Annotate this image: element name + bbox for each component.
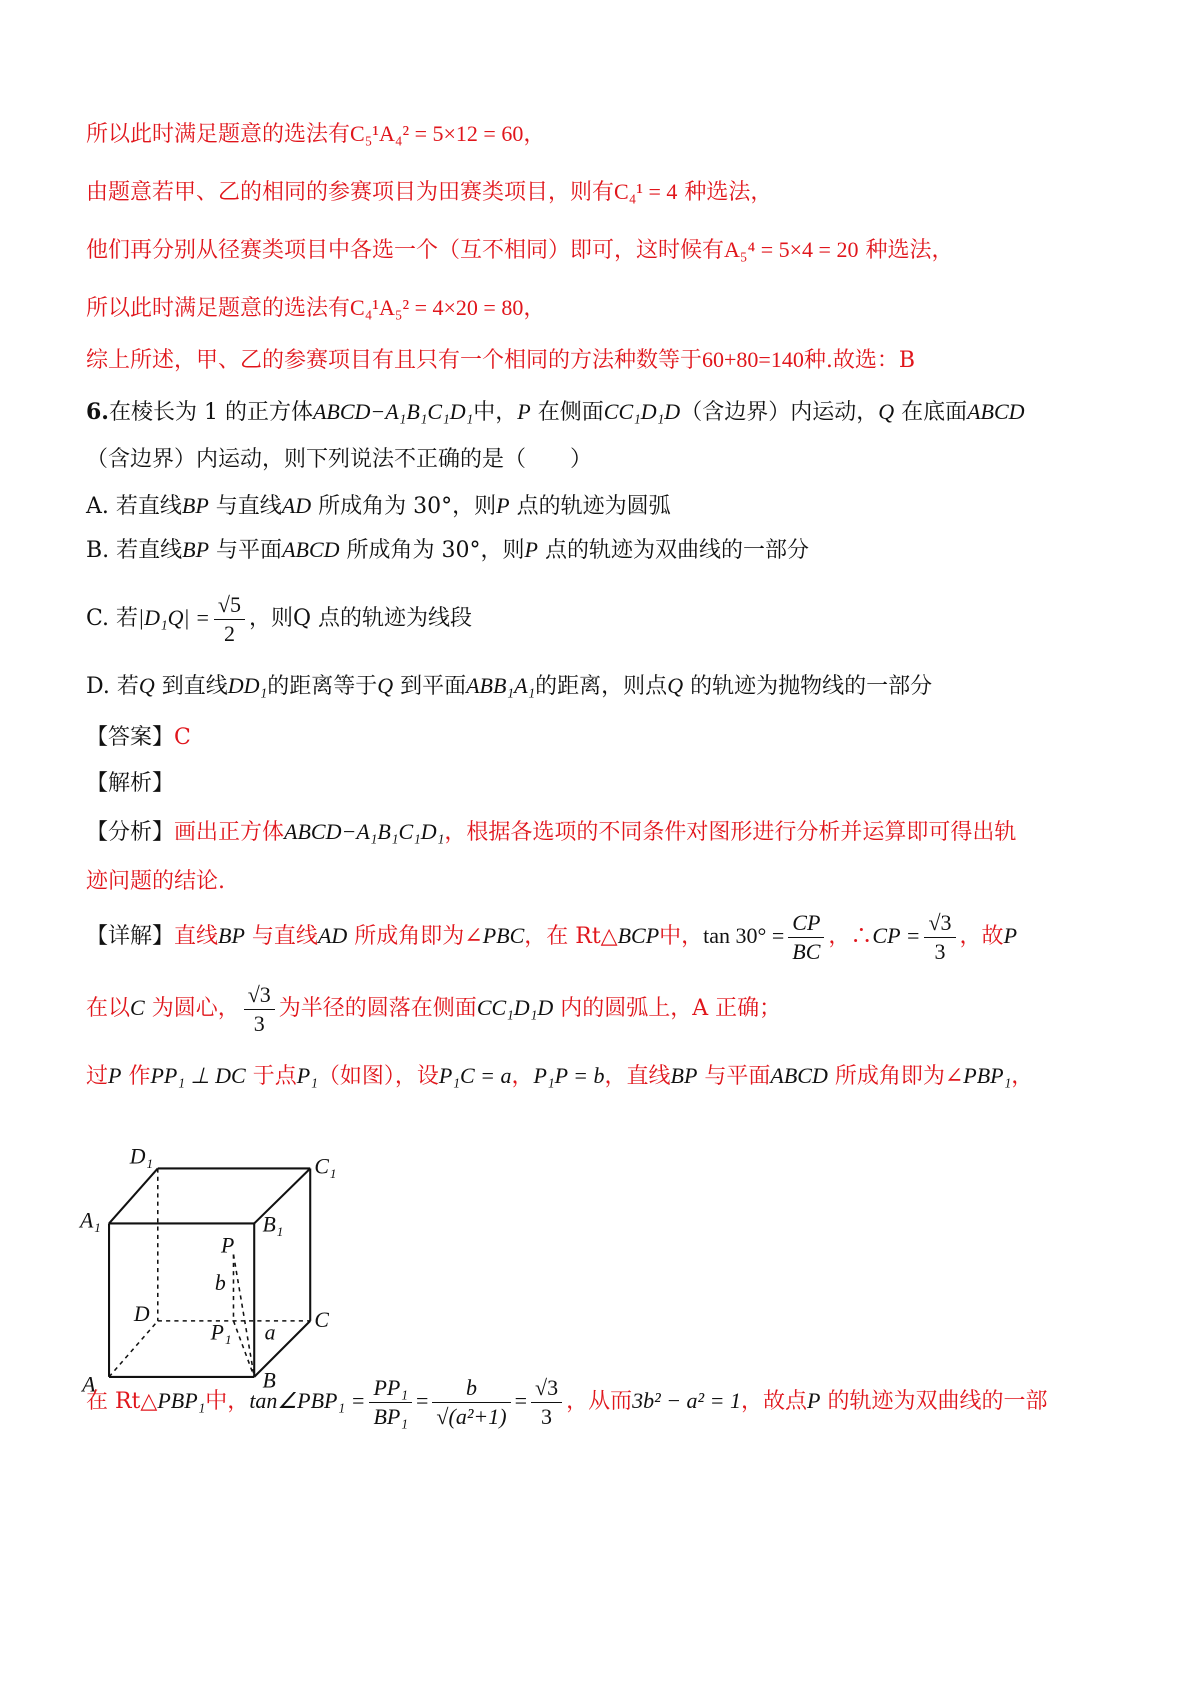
text: ，从而 bbox=[566, 1389, 633, 1414]
formula: C₅¹A₄² = 5×12 = 60 bbox=[350, 121, 524, 146]
text: 他们再分别从径赛类项目中各选一个（互不相同）即可，这时候有 bbox=[86, 238, 725, 263]
var: BP bbox=[218, 923, 245, 948]
text: 迹问题的结论. bbox=[86, 869, 225, 894]
formula: ABCD bbox=[770, 1063, 828, 1088]
fraction bbox=[244, 981, 275, 1038]
text: 的轨迹为抛物线的一部分 bbox=[690, 674, 933, 699]
text: 内的圆弧上，A 正确； bbox=[560, 996, 782, 1021]
var: AD bbox=[281, 493, 312, 518]
question-number: 6. bbox=[86, 399, 109, 425]
label-a1: A₁ bbox=[80, 1208, 101, 1233]
solution-line-4 bbox=[86, 292, 1120, 325]
text: 与直线 bbox=[251, 924, 318, 949]
detail-line-1 bbox=[86, 906, 1120, 967]
formula: DD₁ bbox=[227, 673, 268, 698]
numerator: √3 bbox=[924, 909, 955, 938]
denominator: 3 bbox=[541, 1403, 553, 1429]
numerator: √3 bbox=[531, 1374, 562, 1403]
numerator: PP₁ bbox=[369, 1374, 412, 1403]
text: B. 若直线 bbox=[86, 538, 183, 563]
label-b-vertex: B bbox=[262, 1368, 276, 1393]
var: AD bbox=[317, 923, 348, 948]
label-d: D bbox=[133, 1301, 150, 1326]
var: C bbox=[130, 995, 145, 1020]
formula: ABCD−A₁B₁C₁D₁ bbox=[284, 819, 445, 844]
fraction bbox=[924, 909, 955, 966]
text: ，在 Rt△ bbox=[524, 924, 618, 949]
edge-a1d1 bbox=[109, 1168, 158, 1223]
var: PBC bbox=[482, 923, 525, 948]
formula: C₄¹ = 4 bbox=[614, 179, 678, 204]
fraction bbox=[531, 1374, 562, 1431]
numerator: √5 bbox=[214, 591, 245, 620]
text: 到平面 bbox=[400, 674, 467, 699]
answer-value: C bbox=[174, 725, 191, 750]
text: 的轨迹为双曲线的一部 bbox=[827, 1389, 1048, 1414]
text: ， bbox=[1011, 1064, 1034, 1089]
analysis-label: 【解析】 bbox=[86, 771, 175, 796]
text: （含边界）内运动， bbox=[680, 400, 879, 425]
text: 所成角即为∠ bbox=[834, 1064, 964, 1089]
formula: ABB₁A₁ bbox=[466, 673, 536, 698]
var: P bbox=[517, 399, 531, 424]
text: 与平面 bbox=[704, 1064, 771, 1089]
formula: C₄¹A₅² = 4×20 = 80 bbox=[350, 295, 524, 320]
text: ，故点 bbox=[741, 1389, 808, 1414]
formula: CP = bbox=[872, 923, 921, 948]
var: P₁ bbox=[296, 1063, 318, 1088]
text: 中， bbox=[659, 924, 704, 949]
text: 种选法， bbox=[865, 238, 954, 263]
var: PBP₁ bbox=[157, 1388, 206, 1413]
answer-line bbox=[86, 722, 1120, 754]
formula: ABCD−A₁B₁C₁D₁ bbox=[312, 399, 474, 424]
text: 过 bbox=[86, 1064, 109, 1089]
label-b1: B₁ bbox=[262, 1212, 284, 1237]
denominator: 3 bbox=[934, 938, 946, 964]
numerator: b bbox=[432, 1374, 510, 1403]
fenxi-line-1 bbox=[86, 816, 1120, 849]
formula: ABCD bbox=[282, 537, 340, 562]
text: 于点 bbox=[252, 1064, 297, 1089]
text: ， bbox=[523, 122, 546, 147]
text: ，则Q 点的轨迹为线段 bbox=[249, 606, 473, 631]
var: Q bbox=[667, 673, 684, 698]
var: Q bbox=[377, 673, 394, 698]
solution-line-3 bbox=[86, 234, 1120, 267]
solution-line-2 bbox=[86, 176, 1120, 209]
text: ，∴ bbox=[828, 924, 873, 949]
text: 种选法， bbox=[684, 180, 773, 205]
denominator: √(a²+1) bbox=[436, 1403, 507, 1429]
var: PBP₁ bbox=[963, 1063, 1012, 1088]
text: 为圆心， bbox=[151, 996, 240, 1021]
fenxi-line-2 bbox=[86, 866, 1120, 898]
text: 在侧面 bbox=[537, 400, 604, 425]
text: 在棱长为 1 的正方体 bbox=[108, 400, 313, 425]
text: 点的轨迹为双曲线的一部分 bbox=[544, 538, 809, 563]
text: ， bbox=[511, 1064, 534, 1089]
formula: PP₁ ⊥ DC bbox=[150, 1063, 246, 1088]
text: ，根据各选项的不同条件对图形进行分析并运算即可得出轨 bbox=[444, 820, 1017, 845]
var: P bbox=[496, 493, 510, 518]
solution-line-1 bbox=[86, 118, 1120, 151]
answer-label: 【答案】 bbox=[86, 725, 175, 750]
formula: 3b² − a² = 1 bbox=[632, 1388, 741, 1413]
question-6-stem bbox=[86, 396, 1120, 429]
text: C. 若 bbox=[86, 606, 139, 631]
text: D. 若 bbox=[86, 674, 139, 699]
denominator: BC bbox=[792, 938, 821, 964]
text: 为半径的圆落在侧面 bbox=[278, 996, 477, 1021]
text: ，故 bbox=[959, 924, 1004, 949]
detail-line-4: 在 Rt△PBP₁中，tan∠PBP₁ = $\frac{\text{PP₁}}{\text{BP₁}}$ = $\frac{b}{\text{√(a²+1)}}$ = $\frac{√3}{3}$ ，从而3b² − a² = 1，故点P 的轨迹为双曲线的一部 bbox=[86, 1374, 1048, 1429]
var: BP bbox=[182, 537, 210, 562]
formula: P₁P = b bbox=[533, 1063, 605, 1088]
denominator: 3 bbox=[253, 1010, 265, 1036]
label-a: A bbox=[82, 1372, 96, 1397]
text: ， bbox=[523, 296, 546, 321]
text: 的距离等于 bbox=[267, 674, 378, 699]
formula: A₅⁴ = 5×4 = 20 bbox=[724, 237, 859, 262]
option-c bbox=[86, 588, 1120, 649]
label-p: P bbox=[221, 1233, 235, 1258]
numerator: √3 bbox=[244, 981, 275, 1010]
text: （如图），设 bbox=[317, 1064, 439, 1089]
formula: tan∠PBP₁ = bbox=[249, 1388, 366, 1413]
text: 在 Rt△ bbox=[86, 1389, 158, 1414]
text: 中， bbox=[473, 400, 518, 425]
label-p1: P₁ bbox=[210, 1320, 232, 1345]
formula: ABCD bbox=[967, 399, 1025, 424]
label-c: C bbox=[314, 1308, 329, 1333]
text: 种.故选：B bbox=[803, 348, 916, 373]
fraction bbox=[432, 1374, 510, 1431]
text: 所成角为 30°，则 bbox=[318, 494, 497, 519]
var: P bbox=[807, 1388, 821, 1413]
detail-line-2 bbox=[86, 978, 1120, 1039]
text: 到直线 bbox=[161, 674, 228, 699]
text: A. 若直线 bbox=[86, 494, 182, 519]
question-6-stem-2 bbox=[86, 444, 1120, 476]
var: P bbox=[108, 1063, 122, 1088]
label-b: b bbox=[214, 1270, 226, 1295]
formula: 60+80=140 bbox=[702, 347, 804, 372]
numerator: CP bbox=[788, 909, 824, 938]
detail-label: 【详解】 bbox=[86, 924, 175, 949]
formula: CC₁D₁D bbox=[603, 399, 681, 424]
text: （含边界）内运动，则下列说法不正确的是（ ） bbox=[86, 447, 593, 472]
fraction bbox=[369, 1374, 412, 1431]
text: 所成角为 30°，则 bbox=[346, 538, 525, 563]
var: Q bbox=[878, 399, 895, 424]
detail-line-3 bbox=[86, 1060, 1120, 1093]
text: 与平面 bbox=[216, 538, 283, 563]
fenxi-label: 【分析】 bbox=[86, 820, 175, 845]
analysis-heading bbox=[86, 768, 1120, 800]
label-d1: D₁ bbox=[129, 1144, 154, 1169]
cube-figure bbox=[80, 1108, 360, 1397]
text: 直线 bbox=[174, 924, 219, 949]
text: 由题意若甲、乙的相同的参赛项目为田赛类项目，则有 bbox=[86, 180, 615, 205]
var: Q bbox=[138, 673, 155, 698]
text: 与直线 bbox=[215, 494, 282, 519]
var: BCP bbox=[617, 923, 660, 948]
text: 的距离，则点 bbox=[535, 674, 668, 699]
formula: P₁C = a bbox=[438, 1063, 512, 1088]
formula: CC₁D₁D bbox=[476, 995, 554, 1020]
option-d bbox=[86, 670, 1120, 703]
option-a bbox=[86, 490, 1120, 523]
text: ，直线 bbox=[604, 1064, 671, 1089]
formula: tan 30° = bbox=[703, 923, 785, 948]
solution-line-5 bbox=[86, 344, 1120, 377]
formula: |D₁Q| = bbox=[138, 605, 210, 630]
text: 在底面 bbox=[901, 400, 968, 425]
segment-pb bbox=[233, 1255, 254, 1377]
fraction bbox=[788, 909, 824, 966]
var: BP bbox=[181, 493, 209, 518]
var: P bbox=[1003, 923, 1018, 948]
var: P bbox=[524, 537, 538, 562]
text: 综上所述，甲、乙的参赛项目有且只有一个相同的方法种数等于 bbox=[86, 348, 703, 373]
denominator: BP₁ bbox=[373, 1403, 408, 1429]
text: 在以 bbox=[86, 996, 131, 1021]
var: BP bbox=[670, 1063, 698, 1088]
text: 点的轨迹为圆弧 bbox=[516, 494, 671, 519]
fraction bbox=[214, 591, 245, 648]
label-c1: C₁ bbox=[314, 1154, 337, 1179]
text: 所以此时满足题意的选法有 bbox=[86, 296, 351, 321]
text: 所以此时满足题意的选法有 bbox=[86, 122, 351, 147]
denominator: 2 bbox=[223, 620, 235, 646]
text: 所成角即为∠ bbox=[354, 924, 483, 949]
text: 中， bbox=[205, 1389, 250, 1414]
text: 作 bbox=[128, 1064, 151, 1089]
label-a-len: a bbox=[264, 1320, 276, 1345]
text: 画出正方体 bbox=[174, 820, 285, 845]
option-b bbox=[86, 534, 1120, 567]
